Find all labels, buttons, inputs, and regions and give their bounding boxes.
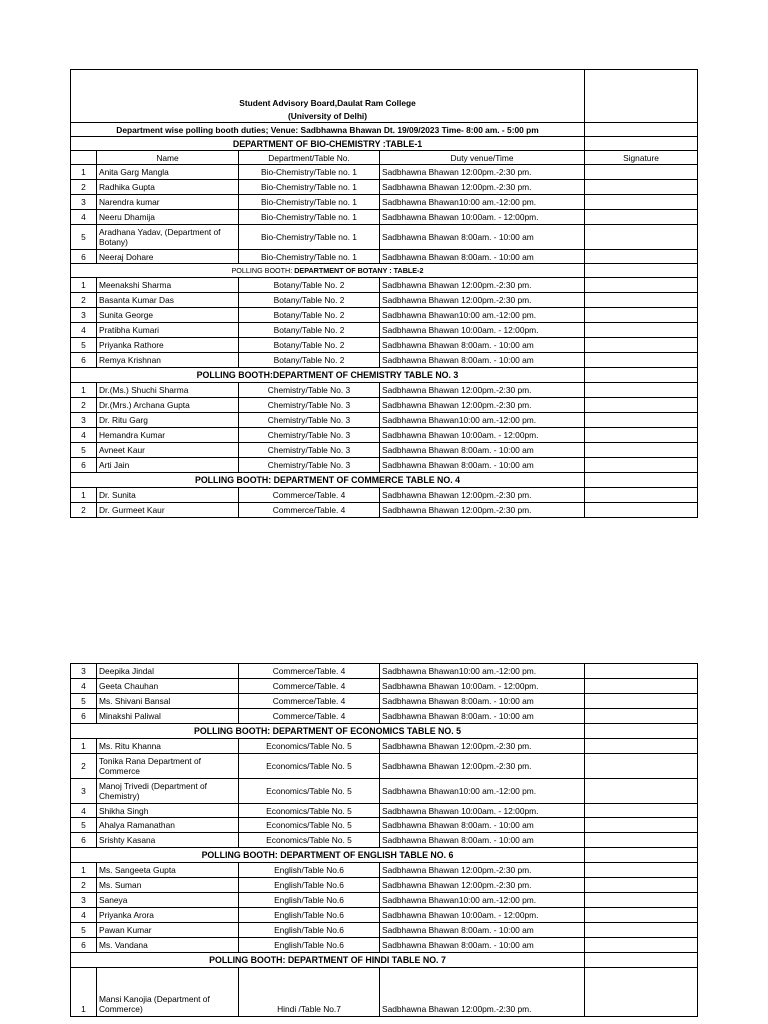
table-row: 1 Ms. Ritu Khanna Economics/Table No. 5 Sadbhawna Bhawan 12:00pm.-2:30 pm. [71,739,698,754]
table-row: 4 Shikha Singh Economics/Table No. 5 Sadbhawna Bhawan 10:00am. - 12:00pm. [71,804,698,818]
column-header-name: Name [97,151,239,165]
table-row: 1 Dr. Sunita Commerce/Table. 4 Sadbhawna Bhawan 12:00pm.-2:30 pm. [71,488,698,503]
signature-cell [585,878,698,893]
signature-cell [585,739,698,754]
column-header-venue: Duty venue/Time [380,151,585,165]
signature-cell [585,383,698,398]
column-header-signature: Signature [585,151,698,165]
university-subtitle: (University of Delhi) [71,109,585,123]
table-row: 6 Remya Krishnan Botany/Table No. 2 Sadbhawna Bhawan 8:00am. - 10:00 am [71,353,698,368]
signature-cell [585,165,698,180]
signature-cell [585,779,698,804]
signature-cell [585,938,698,953]
section-heading-chemistry: POLLING BOOTH:DEPARTMENT OF CHEMISTRY TABLE NO. 3 [71,368,585,383]
signature-cell [585,754,698,779]
signature-cell [585,968,698,1017]
signature-cell [585,180,698,195]
table-row: 2 Dr. Gurmeet Kaur Commerce/Table. 4 Sadbhawna Bhawan 12:00pm.-2:30 pm. [71,503,698,518]
table-row: 3 Manoj Trivedi (Department of Chemistry) Economics/Table No. 5 Sadbhawna Bhawan10:00 am.-12:00 pm. [71,779,698,804]
signature-cell [585,323,698,338]
table-row: 5 Ms. Shivani Bansal Commerce/Table. 4 Sadbhawna Bhawan 8:00am. - 10:00 am [71,694,698,709]
duty-description: Department wise polling booth duties; Venue: Sadbhawna Bhawan Dt. 19/09/2023 Time- 8:00 am. - 5:00 pm [71,123,585,137]
signature-cell [585,694,698,709]
table-row: 1 Ms. Sangeeta Gupta English/Table No.6 Sadbhawna Bhawan 12:00pm.-2:30 pm. [71,863,698,878]
signature-cell [585,804,698,818]
duty-table-page-1 [70,69,698,518]
signature-cell [585,923,698,938]
table-row: 5 Priyanka Rathore Botany/Table No. 2 Sadbhawna Bhawan 8:00am. - 10:00 am [71,338,698,353]
table-row: 4 Priyanka Arora English/Table No.6 Sadbhawna Bhawan 10:00am. - 12:00pm. [71,908,698,923]
table-row: 3 Saneya English/Table No.6 Sadbhawna Bhawan10:00 am.-12:00 pm. [71,893,698,908]
table-row: 4 Pratibha Kumari Botany/Table No. 2 Sadbhawna Bhawan 10:00am. - 12:00pm. [71,323,698,338]
table-row: 3 Sunita George Botany/Table No. 2 Sadbhawna Bhawan10:00 am.-12:00 pm. [71,308,698,323]
signature-cell [585,210,698,225]
signature-cell [585,503,698,518]
table-row: 3 Narendra kumar Bio-Chemistry/Table no. 1 Sadbhawna Bhawan10:00 am.-12:00 pm. [71,195,698,210]
table-row: 5 Aradhana Yadav, (Department of Botany) Bio-Chemistry/Table no. 1 Sadbhawna Bhawan 8:00am. - 10:00 am [71,225,698,250]
section-heading-hindi: POLLING BOOTH: DEPARTMENT OF HINDI TABLE NO. 7 [71,953,585,968]
signature-cell [585,488,698,503]
signature-cell [585,908,698,923]
signature-cell [585,353,698,368]
signature-cell [585,664,698,679]
signature-cell [585,195,698,210]
table-row: 5 Pawan Kumar English/Table No.6 Sadbhawna Bhawan 8:00am. - 10:00 am [71,923,698,938]
signature-cell [585,458,698,473]
signature-cell [585,818,698,833]
signature-cell [585,709,698,724]
section-heading-commerce: POLLING BOOTH: DEPARTMENT OF COMMERCE TABLE NO. 4 [71,473,585,488]
table-row: 2 Radhika Gupta Bio-Chemistry/Table no. 1 Sadbhawna Bhawan 12:00pm.-2:30 pm. [71,180,698,195]
signature-cell [585,428,698,443]
table-row: 3 Deepika Jindal Commerce/Table. 4 Sadbhawna Bhawan10:00 am.-12:00 pm. [71,664,698,679]
section-heading-botany: POLLING BOOTH: DEPARTMENT OF BOTANY : TABLE-2 [71,264,585,278]
signature-cell [585,398,698,413]
table-row: 2 Basanta Kumar Das Botany/Table No. 2 Sadbhawna Bhawan 12:00pm.-2:30 pm. [71,293,698,308]
signature-cell [585,293,698,308]
section-heading-economics: POLLING BOOTH: DEPARTMENT OF ECONOMICS TABLE NO. 5 [71,724,585,739]
column-header-department: Department/Table No. [239,151,380,165]
table-row: 2 Tonika Rana Department of Commerce Economics/Table No. 5 Sadbhawna Bhawan 12:00pm.-2:30 pm. [71,754,698,779]
table-row: 6 Minakshi Paliwal Commerce/Table. 4 Sadbhawna Bhawan 8:00am. - 10:00 am [71,709,698,724]
table-row: 6 Neeraj Dohare Bio-Chemistry/Table no. 1 Sadbhawna Bhawan 8:00am. - 10:00 am [71,250,698,264]
signature-cell [585,308,698,323]
table-row: 4 Neeru Dhamija Bio-Chemistry/Table no. 1 Sadbhawna Bhawan 10:00am. - 12:00pm. [71,210,698,225]
table-row: 1 Mansi Kanojia (Department of Commerce) Hindi /Table No.7 Sadbhawna Bhawan 12:00pm.-2:30 pm. [71,968,698,1017]
table-row: 5 Avneet Kaur Chemistry/Table No. 3 Sadbhawna Bhawan 8:00am. - 10:00 am [71,443,698,458]
table-row: 6 Srishty Kasana Economics/Table No. 5 Sadbhawna Bhawan 8:00am. - 10:00 am [71,833,698,848]
table-row: 1 Meenakshi Sharma Botany/Table No. 2 Sadbhawna Bhawan 12:00pm.-2:30 pm. [71,278,698,293]
duty-table-page-2 [70,663,698,1017]
signature-cell [585,443,698,458]
signature-cell [585,250,698,264]
signature-cell [585,225,698,250]
table-row: 2 Dr.(Mrs.) Archana Gupta Chemistry/Table No. 3 Sadbhawna Bhawan 12:00pm.-2:30 pm. [71,398,698,413]
signature-cell [585,338,698,353]
table-row: 4 Hemandra Kumar Chemistry/Table No. 3 Sadbhawna Bhawan 10:00am. - 12:00pm. [71,428,698,443]
table-row: 6 Arti Jain Chemistry/Table No. 3 Sadbhawna Bhawan 8:00am. - 10:00 am [71,458,698,473]
signature-cell [585,833,698,848]
table-row: 1 Anita Garg Mangla Bio-Chemistry/Table no. 1 Sadbhawna Bhawan 12:00pm.-2:30 pm. [71,165,698,180]
table-row: 2 Ms. Suman English/Table No.6 Sadbhawna Bhawan 12:00pm.-2:30 pm. [71,878,698,893]
table-row: 4 Geeta Chauhan Commerce/Table. 4 Sadbhawna Bhawan 10:00am. - 12:00pm. [71,679,698,694]
table-row: 1 Dr.(Ms.) Shuchi Sharma Chemistry/Table No. 3 Sadbhawna Bhawan 12:00pm.-2:30 pm. [71,383,698,398]
signature-cell [585,863,698,878]
signature-cell [585,679,698,694]
college-title: Student Advisory Board,Daulat Ram College [71,96,585,109]
signature-cell [585,278,698,293]
table-row: 6 Ms. Vandana English/Table No.6 Sadbhawna Bhawan 8:00am. - 10:00 am [71,938,698,953]
table-row: 3 Dr. Ritu Garg Chemistry/Table No. 3 Sadbhawna Bhawan10:00 am.-12:00 pm. [71,413,698,428]
section-heading-english: POLLING BOOTH: DEPARTMENT OF ENGLISH TABLE NO. 6 [71,848,585,863]
signature-cell [585,413,698,428]
section-heading-biochemistry: DEPARTMENT OF BIO-CHEMISTRY :TABLE-1 [71,137,585,151]
signature-cell [585,893,698,908]
table-row: 5 Ahalya Ramanathan Economics/Table No. 5 Sadbhawna Bhawan 8:00am. - 10:00 am [71,818,698,833]
